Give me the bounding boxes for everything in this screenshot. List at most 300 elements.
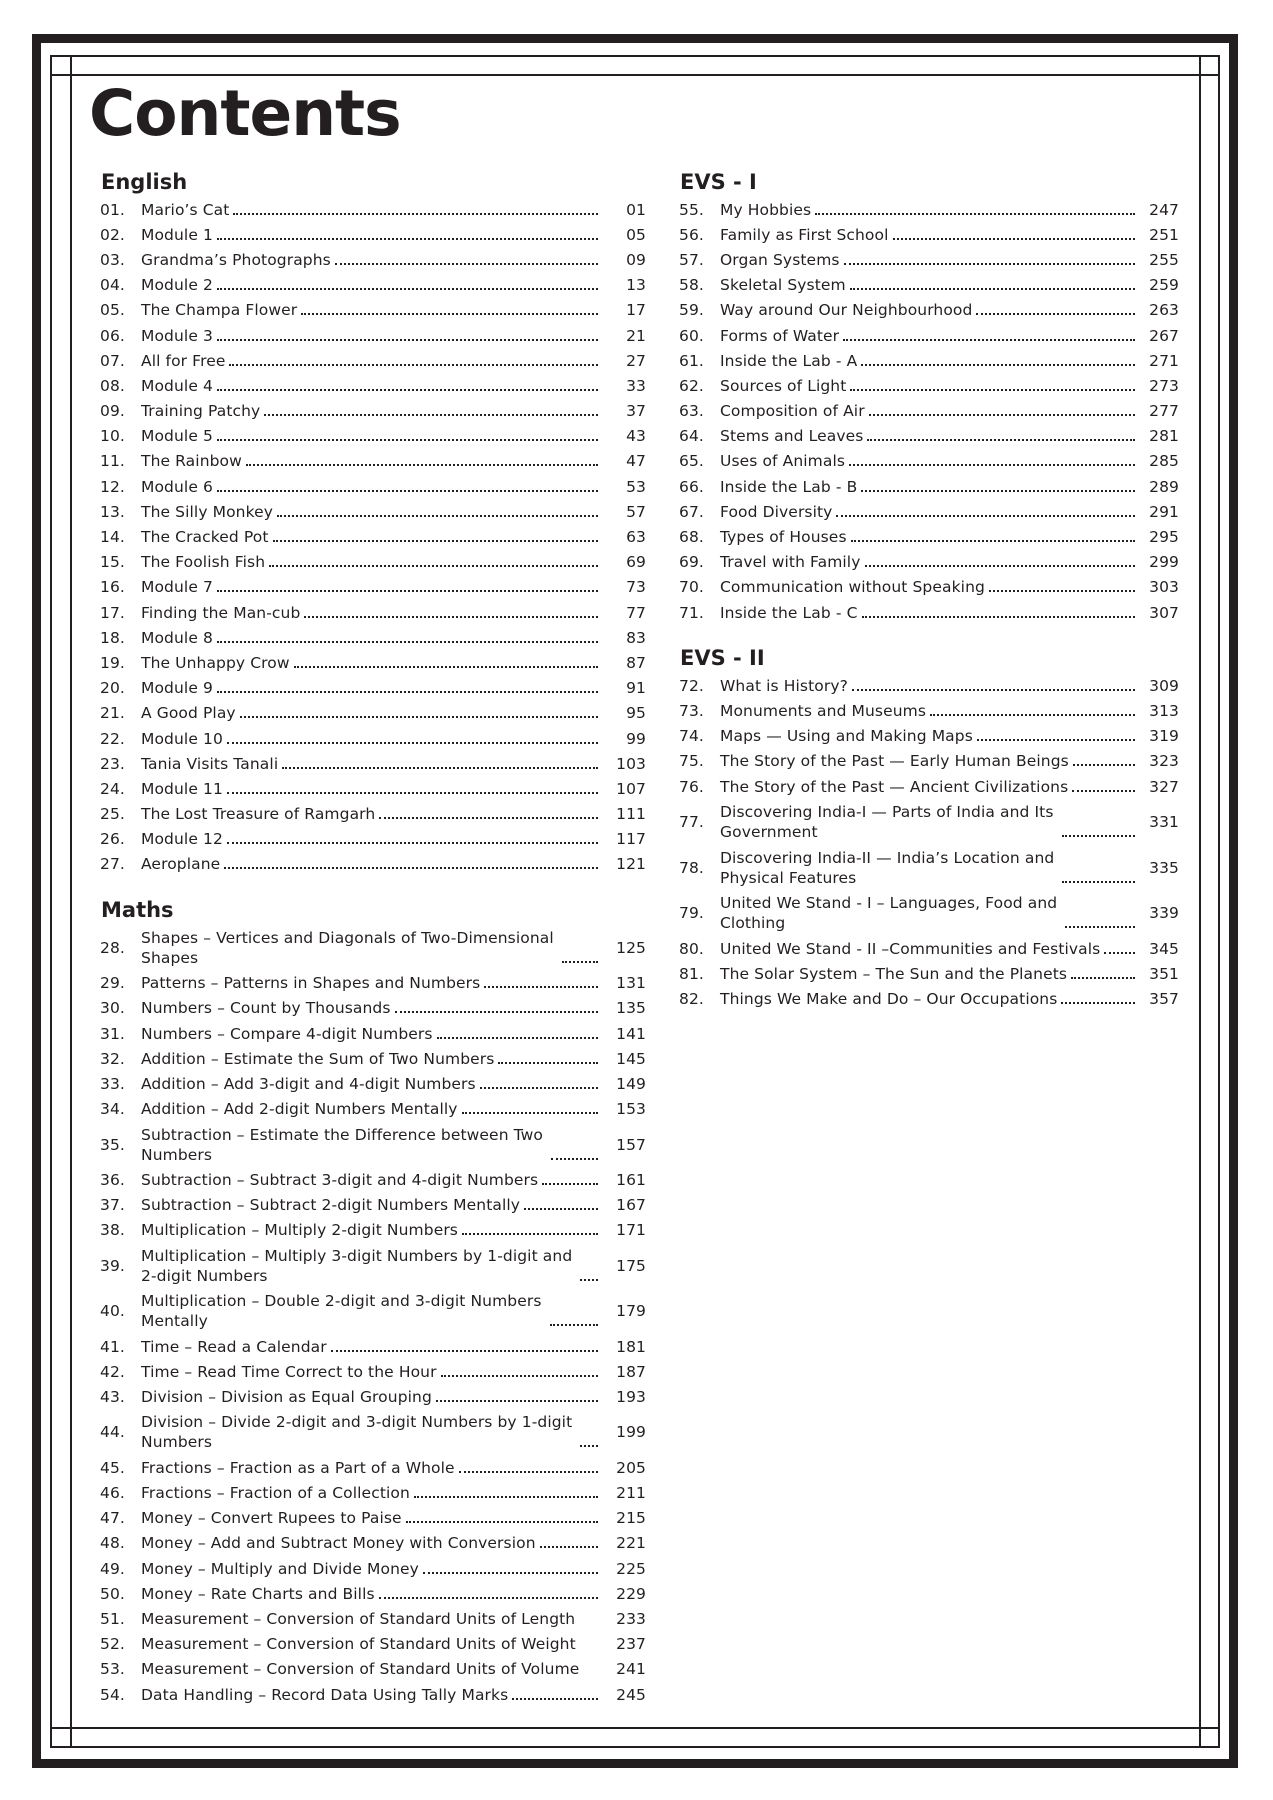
contents-column-right	[679, 168, 1179, 1011]
dot-leader	[217, 641, 598, 643]
entry-title	[720, 939, 1100, 959]
entry-title-line: Module 8	[141, 628, 213, 647]
entry-title-line: Module 3	[141, 326, 213, 345]
entry-title	[720, 726, 973, 746]
contents-column-left	[100, 168, 646, 1707]
entry-title	[141, 426, 213, 446]
entry-number: 58.	[679, 276, 704, 295]
dot-leader	[850, 389, 1135, 391]
entry-title	[141, 1685, 508, 1705]
entry-page-number: 103	[616, 754, 646, 773]
dot-leader	[849, 464, 1135, 466]
entry-number: 03.	[100, 250, 125, 269]
toc-entry[interactable]	[679, 197, 1179, 222]
toc-entry[interactable]	[100, 1218, 646, 1243]
entry-page-number: 167	[616, 1196, 646, 1215]
entry-number: 80.	[679, 939, 704, 958]
entry-page-number: 69	[626, 553, 646, 572]
entry-page-number: 107	[616, 779, 646, 798]
entry-title	[141, 1220, 458, 1240]
entry-title-line: Sources of Light	[720, 376, 847, 395]
entry-title-line: Communication without Speaking	[720, 578, 985, 597]
toc-entry[interactable]	[100, 424, 646, 449]
toc-entry[interactable]	[100, 474, 646, 499]
entry-title	[141, 998, 391, 1018]
entry-page-number: 149	[616, 1075, 646, 1093]
entry-title	[141, 502, 273, 522]
toc-entry[interactable]	[100, 1410, 646, 1456]
entry-page-number: 131	[616, 974, 646, 993]
dot-leader	[1062, 835, 1135, 837]
entry-number: 69.	[679, 553, 704, 572]
entry-number: 68.	[679, 528, 704, 547]
dot-leader	[551, 1158, 598, 1160]
entry-number: 52.	[100, 1635, 125, 1654]
toc-entry[interactable]	[679, 524, 1179, 549]
entry-title	[720, 893, 1057, 933]
toc-entry[interactable]	[100, 726, 646, 751]
entry-title-line: Skeletal System	[720, 276, 846, 295]
dot-leader	[852, 689, 1135, 691]
entry-title-line: Inside the Lab - B	[720, 477, 858, 496]
entry-title	[141, 401, 260, 421]
dot-leader	[1072, 790, 1135, 792]
toc-entry[interactable]	[100, 1657, 646, 1682]
entry-title-line: Types of Houses	[720, 528, 847, 547]
entry-number: 64.	[679, 427, 704, 446]
toc-entry[interactable]	[679, 499, 1179, 524]
entry-title	[141, 973, 480, 993]
entry-title-line: Government	[720, 822, 818, 841]
entry-title-line: The Foolish Fish	[141, 553, 266, 572]
entry-title	[141, 1387, 432, 1407]
entry-number: 22.	[100, 729, 125, 748]
entry-page-number: 21	[626, 326, 646, 345]
entry-title	[720, 326, 839, 346]
entry-number: 59.	[679, 301, 704, 320]
entry-title	[141, 1337, 327, 1357]
entry-number: 45.	[100, 1458, 125, 1477]
dot-leader	[436, 1400, 598, 1402]
toc-entry[interactable]	[100, 524, 646, 549]
toc-entry[interactable]	[100, 550, 646, 575]
entry-title	[720, 777, 1068, 797]
entry-title-line: Measurement – Conversion of Standard Units of Length	[141, 1610, 576, 1628]
entry-number: 15.	[100, 553, 125, 572]
toc-entry[interactable]	[100, 1021, 646, 1046]
entry-title-line: Subtraction – Subtract 3-digit and 4-digit Numbers	[141, 1170, 539, 1189]
entry-title-line: Addition – Estimate the Sum of Two Numbers	[141, 1049, 495, 1068]
entry-number: 66.	[679, 477, 704, 496]
entry-title-line: Numbers – Count by Thousands	[141, 999, 391, 1018]
toc-entry[interactable]	[679, 749, 1179, 774]
toc-entry[interactable]	[679, 373, 1179, 398]
toc-entry[interactable]	[100, 701, 646, 726]
toc-entry[interactable]	[679, 845, 1179, 891]
entry-title	[141, 1170, 538, 1190]
dot-leader	[862, 616, 1136, 618]
dot-leader	[930, 714, 1135, 716]
toc-entry[interactable]	[100, 802, 646, 827]
entry-title-line: Module 5	[141, 427, 213, 446]
dot-leader	[269, 565, 598, 567]
toc-entry[interactable]	[100, 273, 646, 298]
entry-number: 12.	[100, 477, 125, 496]
entry-page-number: 145	[616, 1049, 646, 1068]
section-heading: English	[101, 170, 188, 194]
entry-page-number: 277	[1149, 402, 1179, 421]
toc-entry[interactable]	[100, 348, 646, 373]
entry-title	[720, 300, 972, 320]
dot-leader	[977, 739, 1135, 741]
toc-entry[interactable]	[679, 323, 1179, 348]
entry-title-line: Module 10	[141, 729, 223, 748]
entry-title-line: Module 1	[141, 225, 213, 244]
entry-page-number: 229	[616, 1584, 646, 1603]
toc-entry[interactable]	[679, 724, 1179, 749]
dot-leader	[844, 263, 1135, 265]
dot-leader	[304, 616, 598, 618]
entry-title-line: Multiplication – Multiply 3-digit Numbers by 1-digit and	[141, 1246, 573, 1265]
entry-title-line: Division – Divide 2-digit and 3-digit Numbers by 1-digit	[141, 1413, 573, 1432]
dot-leader	[865, 565, 1136, 567]
entry-number: 53.	[100, 1660, 125, 1679]
dot-leader	[217, 288, 598, 290]
entry-number: 70.	[679, 578, 704, 597]
toc-entry[interactable]	[679, 449, 1179, 474]
entry-title-line: Data Handling – Record Data Using Tally Marks	[141, 1685, 509, 1704]
page-title: Contents	[89, 77, 401, 150]
toc-entry[interactable]	[679, 273, 1179, 298]
toc-entry[interactable]	[100, 776, 646, 801]
entry-number: 21.	[100, 704, 125, 723]
entry-number: 65.	[679, 452, 704, 471]
toc-entry[interactable]	[100, 996, 646, 1021]
toc-entry[interactable]	[100, 1334, 646, 1359]
toc-entry[interactable]	[100, 600, 646, 625]
entry-page-number: 215	[616, 1509, 646, 1528]
entry-title	[720, 401, 865, 421]
toc-entry[interactable]	[100, 1531, 646, 1556]
entry-page-number: 251	[1149, 225, 1179, 244]
entry-page-number: 53	[626, 477, 646, 496]
toc-entry[interactable]	[100, 827, 646, 852]
entry-title-line: Discovering India-II — India’s Location and	[720, 848, 1055, 867]
entry-title-line: Uses of Animals	[720, 452, 846, 471]
toc-entry[interactable]	[100, 247, 646, 272]
toc-entry[interactable]	[679, 673, 1179, 698]
dot-leader	[851, 540, 1135, 542]
entry-number: 72.	[679, 676, 704, 695]
entry-page-number: 91	[626, 679, 646, 698]
entry-number: 75.	[679, 752, 704, 771]
entry-title	[720, 351, 857, 371]
entry-title-line: Subtraction – Estimate the Difference between Two	[141, 1125, 544, 1144]
entry-number: 11.	[100, 452, 125, 471]
border-line	[50, 55, 52, 1748]
entry-number: 16.	[100, 578, 125, 597]
toc-entry[interactable]	[100, 298, 646, 323]
entry-number: 37.	[100, 1196, 125, 1215]
entry-title	[141, 1609, 575, 1629]
entry-title-line: United We Stand - I – Languages, Food and	[720, 894, 1058, 913]
toc-entry[interactable]	[100, 499, 646, 524]
entry-number: 54.	[100, 1685, 125, 1704]
toc-entry[interactable]	[679, 890, 1179, 936]
entry-title-line: Measurement – Conversion of Standard Units of Volume	[141, 1660, 580, 1679]
dot-leader	[227, 742, 598, 744]
toc-entry[interactable]	[100, 197, 646, 222]
toc-entry[interactable]	[100, 1480, 646, 1505]
border-line	[50, 1746, 1220, 1748]
entry-number: 44.	[100, 1423, 125, 1442]
entry-title-line: Addition – Add 3-digit and 4-digit Numbers	[141, 1075, 476, 1093]
entry-page-number: 199	[616, 1423, 646, 1442]
toc-entry[interactable]	[100, 751, 646, 776]
dot-leader	[294, 666, 598, 668]
dot-leader	[273, 540, 598, 542]
toc-entry[interactable]	[100, 323, 646, 348]
toc-entry[interactable]	[100, 925, 646, 971]
entry-title-line: Things We Make and Do – Our Occupations	[720, 989, 1058, 1008]
entry-page-number: 267	[1149, 326, 1179, 345]
entry-title	[720, 701, 926, 721]
toc-entry[interactable]	[100, 222, 646, 247]
toc-entry[interactable]	[100, 1606, 646, 1631]
entry-title-line: The Story of the Past — Ancient Civilizations	[720, 777, 1069, 796]
entry-title	[141, 1533, 536, 1553]
entry-page-number: 187	[616, 1362, 646, 1381]
dot-leader	[861, 364, 1135, 366]
toc-entry[interactable]	[100, 1385, 646, 1410]
toc-entry[interactable]	[679, 222, 1179, 247]
border-line	[50, 74, 1220, 76]
dot-leader	[562, 961, 598, 963]
entry-page-number: 33	[626, 376, 646, 395]
entry-number: 34.	[100, 1100, 125, 1119]
dot-leader	[395, 1011, 598, 1013]
toc-entry[interactable]	[100, 676, 646, 701]
toc-entry[interactable]	[100, 1243, 646, 1289]
entry-title	[141, 653, 290, 673]
entry-title	[141, 1246, 572, 1286]
dot-leader	[1073, 764, 1135, 766]
entry-page-number: 83	[626, 628, 646, 647]
entry-title-line: Maps — Using and Making Maps	[720, 727, 973, 746]
toc-entry[interactable]	[100, 1122, 646, 1168]
entry-page-number: 57	[626, 502, 646, 521]
entry-page-number: 99	[626, 729, 646, 748]
entry-number: 33.	[100, 1075, 125, 1093]
entry-page-number: 291	[1149, 502, 1179, 521]
entry-number: 40.	[100, 1302, 125, 1321]
entry-title	[141, 854, 220, 874]
entry-number: 41.	[100, 1337, 125, 1356]
dot-leader	[850, 288, 1135, 290]
toc-entry[interactable]	[100, 852, 646, 877]
entry-title-line: The Cracked Pot	[141, 528, 269, 547]
entry-title	[141, 451, 242, 471]
entry-title	[141, 804, 375, 824]
dot-leader	[379, 817, 598, 819]
toc-entry[interactable]	[100, 625, 646, 650]
toc-entry[interactable]	[679, 424, 1179, 449]
entry-title-line: What is History?	[720, 676, 848, 695]
entry-title-line: Tania Visits Tanali	[141, 754, 279, 773]
toc-entry[interactable]	[679, 774, 1179, 799]
entry-title	[720, 603, 858, 623]
entry-number: 28.	[100, 938, 125, 957]
entry-number: 32.	[100, 1049, 125, 1068]
entry-page-number: 17	[626, 301, 646, 320]
entry-page-number: 153	[616, 1100, 646, 1119]
dot-leader	[512, 1698, 598, 1700]
toc-entry[interactable]	[100, 1167, 646, 1192]
dot-leader	[233, 213, 598, 215]
toc-entry[interactable]	[679, 550, 1179, 575]
entry-title-line: The Story of the Past — Early Human Beings	[720, 752, 1069, 771]
entry-page-number: 37	[626, 402, 646, 421]
dot-leader	[301, 313, 598, 315]
entry-page-number: 161	[616, 1170, 646, 1189]
toc-section-evs-ii	[679, 644, 1179, 1011]
entry-page-number: 281	[1149, 427, 1179, 446]
dot-leader	[217, 238, 598, 240]
toc-entry[interactable]	[679, 936, 1179, 961]
entry-number: 10.	[100, 427, 125, 446]
entry-page-number: 319	[1149, 727, 1179, 746]
dot-leader	[484, 986, 598, 988]
entry-number: 18.	[100, 628, 125, 647]
entry-page-number: 255	[1149, 250, 1179, 269]
dot-leader	[331, 1350, 598, 1352]
dot-leader	[459, 1471, 598, 1473]
entry-page-number: 87	[626, 653, 646, 672]
toc-entry[interactable]	[100, 1046, 646, 1071]
entry-title	[141, 703, 236, 723]
dot-leader	[1061, 1002, 1135, 1004]
entry-title	[720, 676, 848, 696]
entry-title	[720, 989, 1057, 1009]
entry-number: 31.	[100, 1024, 125, 1043]
entry-page-number: 323	[1149, 752, 1179, 771]
toc-entry[interactable]	[100, 1071, 646, 1096]
toc-entry[interactable]	[100, 1506, 646, 1531]
dot-leader	[550, 1324, 598, 1326]
toc-entry[interactable]	[100, 650, 646, 675]
toc-entry[interactable]	[679, 799, 1179, 845]
toc-entry[interactable]	[100, 1097, 646, 1122]
toc-entry[interactable]	[100, 1455, 646, 1480]
entry-title	[141, 1099, 458, 1119]
entry-title-line: My Hobbies	[720, 200, 812, 219]
toc-entry[interactable]	[100, 1289, 646, 1335]
toc-entry[interactable]	[100, 1682, 646, 1707]
entry-number: 25.	[100, 805, 125, 824]
toc-entry[interactable]	[100, 1632, 646, 1657]
toc-entry[interactable]	[679, 247, 1179, 272]
entry-page-number: 263	[1149, 301, 1179, 320]
toc-entry[interactable]	[679, 961, 1179, 986]
toc-entry[interactable]	[679, 986, 1179, 1011]
entry-title	[141, 1584, 375, 1604]
entry-title	[141, 754, 278, 774]
entry-title-line: Numbers	[141, 1145, 213, 1164]
toc-entry[interactable]	[100, 373, 646, 398]
entry-page-number: 345	[1149, 939, 1179, 958]
toc-entry[interactable]	[100, 399, 646, 424]
toc-entry[interactable]	[679, 399, 1179, 424]
dot-leader	[277, 515, 598, 517]
entry-title-line: Numbers – Compare 4-digit Numbers	[141, 1024, 433, 1043]
toc-entry[interactable]	[100, 971, 646, 996]
entry-number: 73.	[679, 701, 704, 720]
dot-leader	[524, 1208, 598, 1210]
entry-number: 07.	[100, 351, 125, 370]
entry-page-number: 157	[616, 1135, 646, 1154]
toc-entry[interactable]	[679, 298, 1179, 323]
entry-page-number: 273	[1149, 376, 1179, 395]
toc-entry[interactable]	[100, 1556, 646, 1581]
toc-entry[interactable]	[100, 1193, 646, 1218]
entry-title-line: Module 2	[141, 276, 213, 295]
border-line	[1199, 55, 1201, 1748]
toc-entry[interactable]	[679, 575, 1179, 600]
entry-page-number: 63	[626, 528, 646, 547]
entry-title-line: Module 7	[141, 578, 213, 597]
entry-page-number: 179	[616, 1302, 646, 1321]
entry-title	[720, 577, 985, 597]
entry-title-line: Fractions – Fraction of a Collection	[141, 1484, 410, 1503]
entry-title	[141, 275, 213, 295]
entry-title	[720, 451, 845, 471]
toc-entry[interactable]	[100, 449, 646, 474]
entry-number: 26.	[100, 830, 125, 849]
entry-number: 19.	[100, 653, 125, 672]
entry-title	[141, 1125, 543, 1165]
toc-entry[interactable]	[679, 348, 1179, 373]
entry-number: 61.	[679, 351, 704, 370]
entry-title	[720, 552, 861, 572]
entry-number: 42.	[100, 1362, 125, 1381]
section-heading: EVS - II	[680, 646, 765, 671]
entry-title	[141, 1483, 410, 1503]
entry-title-line: Module 12	[141, 830, 223, 849]
entry-page-number: 245	[616, 1685, 646, 1704]
toc-entry[interactable]	[100, 1359, 646, 1384]
entry-title-line: Shapes	[141, 948, 199, 967]
entry-title	[141, 1412, 572, 1452]
toc-entry[interactable]	[679, 600, 1179, 625]
entry-number: 35.	[100, 1135, 125, 1154]
entry-page-number: 247	[1149, 200, 1179, 219]
toc-entry[interactable]	[679, 474, 1179, 499]
entry-page-number: 01	[626, 200, 646, 219]
entry-number: 14.	[100, 528, 125, 547]
toc-entry[interactable]	[679, 698, 1179, 723]
entry-title-line: Discovering India-I — Parts of India and Its	[720, 802, 1054, 821]
entry-title-line: All for Free	[141, 351, 226, 370]
entry-number: 17.	[100, 603, 125, 622]
toc-entry[interactable]	[100, 575, 646, 600]
entry-number: 55.	[679, 200, 704, 219]
entry-page-number: 351	[1149, 964, 1179, 983]
toc-section-maths	[100, 896, 646, 1707]
entry-page-number: 299	[1149, 553, 1179, 572]
toc-entry[interactable]	[100, 1581, 646, 1606]
entry-page-number: 259	[1149, 276, 1179, 295]
dot-leader	[414, 1496, 598, 1498]
